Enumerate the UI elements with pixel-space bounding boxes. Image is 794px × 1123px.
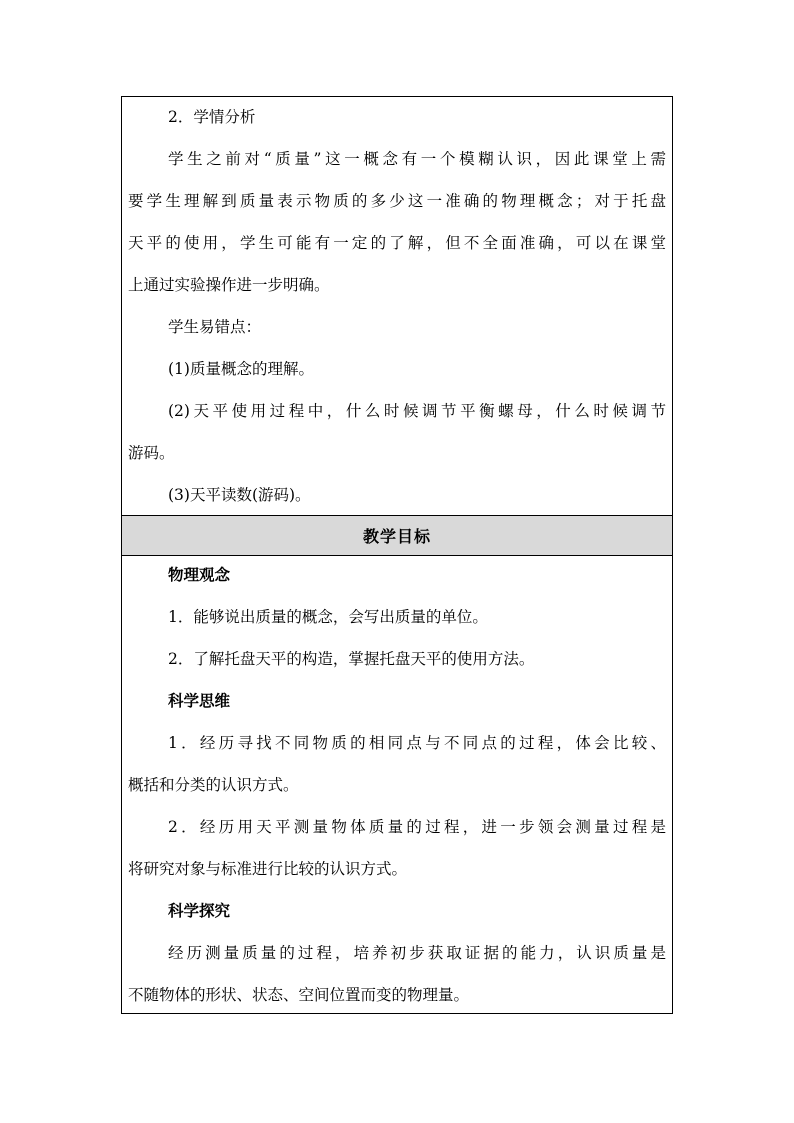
inquiry-goal-line: 不随物体的形状、状态、空间位置而变的物理量。: [128, 986, 470, 1004]
physics-goal-1: 1．能够说出质量的概念，会写出质量的单位。: [168, 608, 488, 626]
analysis-paragraph-line: 学生之前对“质量”这一概念有一个模糊认识，因此课堂上需: [168, 150, 666, 168]
physics-concept-title: 物理观念: [168, 565, 231, 584]
learner-analysis-cell: [122, 97, 672, 515]
error-point-2-line: 游码。: [128, 444, 175, 462]
scientific-thinking-title: 科学思维: [168, 691, 231, 710]
analysis-paragraph-line: 上通过实验操作进一步明确。: [128, 276, 330, 294]
thinking-goal-1-line: 概括和分类的认识方式。: [128, 776, 299, 794]
teaching-goals-title: 教学目标: [362, 527, 431, 546]
scientific-inquiry-title: 科学探究: [168, 901, 231, 920]
learner-analysis-heading: 2．学情分析: [168, 108, 256, 126]
analysis-paragraph-line: 天平的使用，学生可能有一定的了解，但不全面准确，可以在课堂: [128, 234, 666, 252]
thinking-goal-1-line: 1．经历寻找不同物质的相同点与不同点的过程，体会比较、: [168, 734, 666, 752]
error-point-1: (1)质量概念的理解。: [168, 360, 314, 378]
teaching-goals-cell: [122, 556, 672, 1013]
inquiry-goal-line: 经历测量质量的过程，培养初步获取证据的能力，认识质量是: [168, 944, 666, 962]
physics-goal-2: 2．了解托盘天平的构造，掌握托盘天平的使用方法。: [168, 650, 535, 668]
error-point-2-line: (2)天平使用过程中，什么时候调节平衡螺母，什么时候调节: [168, 402, 666, 420]
thinking-goal-2-line: 2．经历用天平测量物体质量的过程，进一步领会测量过程是: [168, 818, 666, 836]
lesson-plan-table: [121, 96, 673, 1014]
teaching-goals-header: [122, 515, 672, 556]
error-points-title: 学生易错点：: [168, 318, 262, 336]
analysis-paragraph-line: 要学生理解到质量表示物质的多少这一准确的物理概念；对于托盘: [128, 192, 666, 210]
thinking-goal-2-line: 将研究对象与标准进行比较的认识方式。: [128, 860, 408, 878]
error-point-3: (3)天平读数(游码)。: [168, 486, 311, 504]
